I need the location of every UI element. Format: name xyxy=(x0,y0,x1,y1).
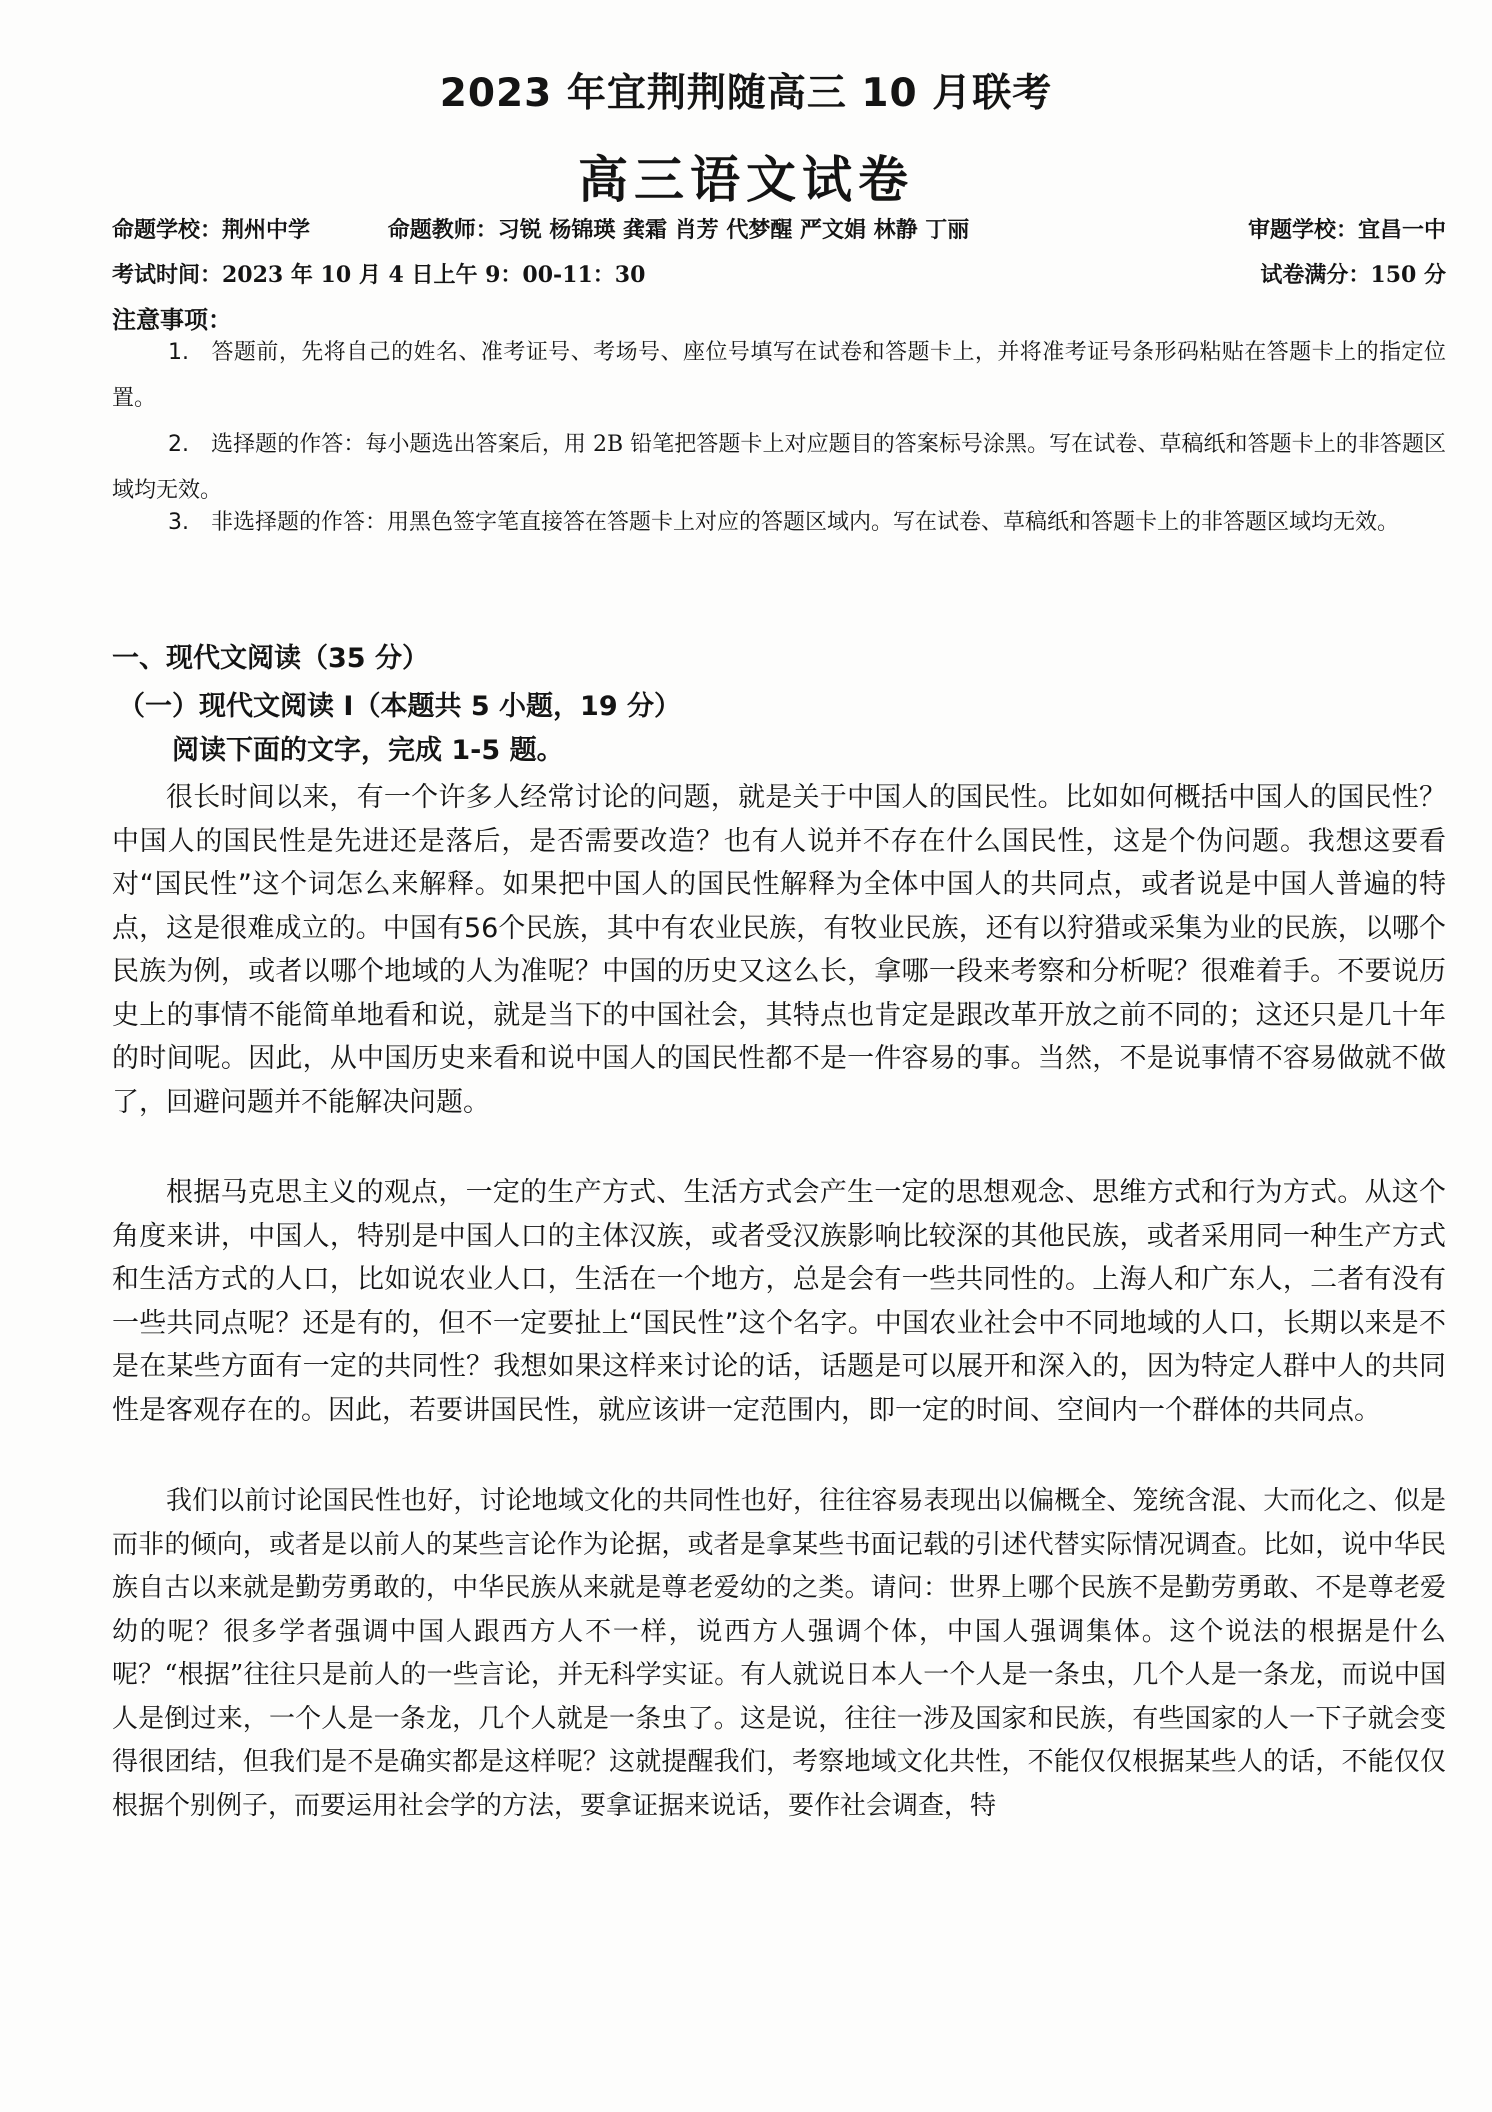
exam-time-label: 考试时间：2023 年 10 月 4 日上午 9：00-11：30 xyxy=(112,262,646,288)
school-label: 命题学校：荆州中学 xyxy=(112,217,311,243)
review-school-label: 审题学校：宜昌一中 xyxy=(1247,217,1446,243)
notice-item xyxy=(112,500,1446,546)
notice-number: 1. xyxy=(168,340,189,365)
section-title: 一、现代文阅读（35 分） xyxy=(112,643,429,674)
reading-instruction: 阅读下面的文字，完成 1-5 题。 xyxy=(172,735,564,766)
meta-row-time xyxy=(112,259,1446,291)
passage-paragraph: 根据马克思主义的观点，一定的生产方式、生活方式会产生一定的思想观念、思维方式和行为方式。从这个角度来讲，中国人，特别是中国人口的主体汉族，或者受汉族影响比较深的其他民族，或者采用同一种生产方式和生活方式的人口，比如说农业人口，生活在一个地方，总是会有一些共同性的。上海人和广东人，二者有没有一些共同点呢？还是有的，但不一定要扯上“国民性”这个名字。中国农业社会中不同地域的人口，长期以来是不是在某些方面有一定的共同性？我想如果这样来讨论的话，话题是可以展开和深入的，因为特定人群中人的共同性是客观存在的。因此，若要讲国民性，就应该讲一定范围内，即一定的时间、空间内一个群体的共同点。 xyxy=(112,1177,1446,1426)
notice-number: 2. xyxy=(168,432,189,457)
full-score-label: 试卷满分：150 分 xyxy=(1260,262,1446,288)
notice-number: 3. xyxy=(168,510,189,535)
paper-title: 高三语文试卷 xyxy=(578,150,914,209)
notice-item xyxy=(112,330,1446,422)
notice-heading: 注意事项： xyxy=(112,306,232,334)
notice-text: 非选择题的作答：用黑色签字笔直接答在答题卡上对应的答题区域内。写在试卷、草稿纸和答题卡上的非答题区域均无效。 xyxy=(211,510,1400,535)
passage-paragraph: 我们以前讨论国民性也好，讨论地域文化的共同性也好，往往容易表现出以偏概全、笼统含混、大而化之、似是而非的倾向，或者是以前人的某些言论作为论据，或者是拿某些书面记载的引述代替实际情况调查。比如，说中华民族自古以来就是勤劳勇敢的，中华民族从来就是尊老爱幼的之类。请问：世界上哪个民族不是勤劳勇敢、不是尊老爱幼的呢？很多学者强调中国人跟西方人不一样，说西方人强调个体，中国人强调集体。这个说法的根据是什么呢？“根据”往往只是前人的一些言论，并无科学实证。有人就说日本人一个人是一条虫，几个人是一条龙，而说中国人是倒过来，一个人是一条龙，几个人就是一条虫了。这是说，往往一涉及国家和民族，有些国家的人一下子就会变得很团结，但我们是不是确实都是这样呢？这就提醒我们，考察地域文化共性，不能仅仅根据某些人的话，不能仅仅根据个别例子，而要运用社会学的方法，要拿证据来说话，要作社会调查，特 xyxy=(112,1486,1446,1821)
teachers-label: 命题教师：习锐 杨锦瑛 龚霜 肖芳 代梦醒 严文娟 林静 丁丽 xyxy=(387,217,970,243)
subsection-title: （一）现代文阅读 I（本题共 5 小题，19 分） xyxy=(118,691,682,722)
passage-paragraph: 很长时间以来，有一个许多人经常讨论的问题，就是关于中国人的国民性。比如如何概括中国人的国民性？中国人的国民性是先进还是落后，是否需要改造？也有人说并不存在什么国民性，这是个伪问题。我想这要看对“国民性”这个词怎么来解释。如果把中国人的国民性解释为全体中国人的共同点，或者说是中国人普遍的特点，这是很难成立的。中国有56个民族，其中有农业民族，有牧业民族，还有以狩猎或采集为业的民族，以哪个民族为例，或者以哪个地域的人为准呢？中国的历史又这么长，拿哪一段来考察和分析呢？很难着手。不要说历史上的事情不能简单地看和说，就是当下的中国社会，其特点也肯定是跟改革开放之前不同的；这还只是几十年的时间呢。因此，从中国历史来看和说中国人的国民性都不是一件容易的事。当然，不是说事情不容易做就不做了，回避问题并不能解决问题。 xyxy=(112,782,1446,1118)
exam-title: 2023 年宜荆荆随高三 10 月联考 xyxy=(439,71,1053,116)
notice-text: 答题前，先将自己的姓名、准考证号、考场号、座位号填写在试卷和答题卡上，并将准考证号条形码粘贴在答题卡上的指定位置。 xyxy=(112,340,1446,411)
notice-text: 选择题的作答：每小题选出答案后，用 2B 铅笔把答题卡上对应题目的答案标号涂黑。写在试卷、草稿纸和答题卡上的非答题区域均无效。 xyxy=(112,432,1446,503)
meta-row-authors xyxy=(112,214,1446,246)
